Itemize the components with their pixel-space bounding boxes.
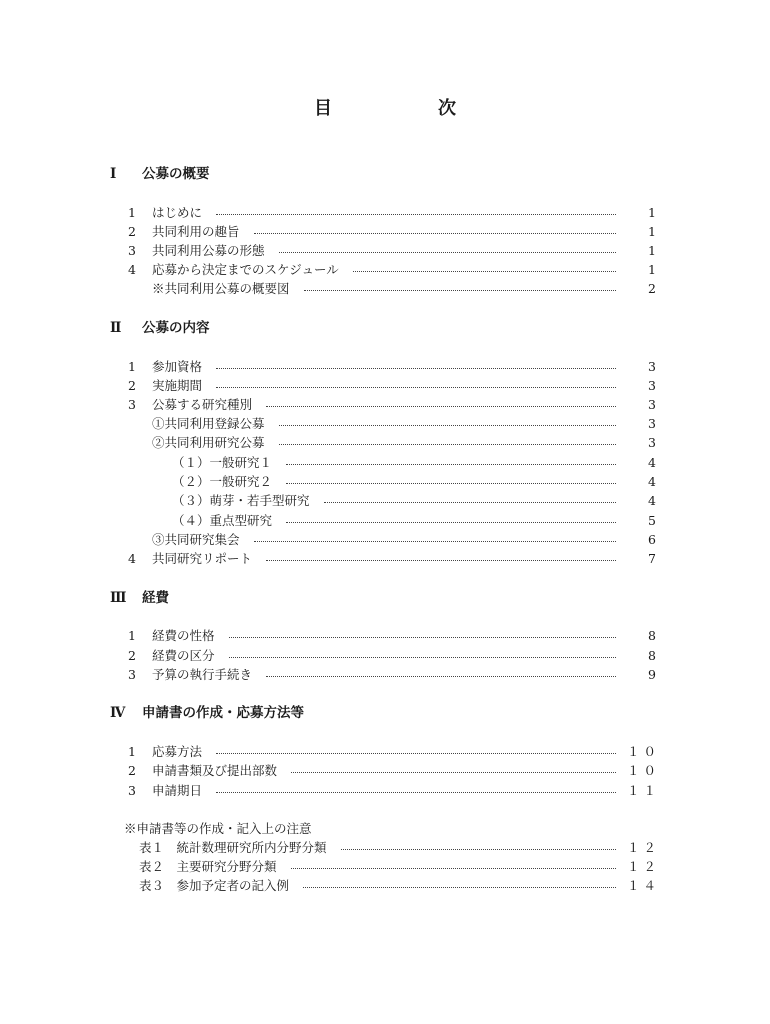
toc-page-number: １０ <box>626 744 660 759</box>
dot-leader <box>254 233 616 234</box>
toc-entry <box>152 530 616 549</box>
toc-entry <box>139 838 616 857</box>
section-heading-3 <box>110 588 169 608</box>
section-number: Ⅲ <box>110 590 127 606</box>
toc-index: 1 <box>128 744 136 759</box>
toc-index: 1 <box>128 205 136 220</box>
toc-row[interactable] <box>0 626 770 645</box>
dot-leader <box>266 406 616 407</box>
toc-row[interactable] <box>0 742 770 761</box>
page-title: 目 次 <box>314 98 500 119</box>
dot-leader <box>279 444 616 445</box>
dot-leader <box>216 753 616 754</box>
dot-leader <box>341 849 616 850</box>
toc-label: 表１ 統計数理研究所内分野分類 <box>139 840 327 855</box>
toc-page-number: 4 <box>648 455 660 470</box>
toc-row[interactable] <box>0 491 770 510</box>
toc-index: 2 <box>128 378 136 393</box>
toc-entry <box>152 761 616 780</box>
toc-entry <box>152 376 616 395</box>
toc-page-number: 3 <box>648 359 660 374</box>
toc-label: （４）重点型研究 <box>172 513 273 528</box>
toc-page-number: 3 <box>648 397 660 412</box>
toc-index: 2 <box>128 648 136 663</box>
toc-label: 表２ 主要研究分野分類 <box>139 859 277 874</box>
toc-entry <box>172 491 616 510</box>
toc-label: ※共同利用公募の概要図 <box>152 281 290 296</box>
toc-entry <box>172 453 616 472</box>
toc-label: ③共同研究集会 <box>152 532 240 547</box>
section-number: Ⅳ <box>110 705 126 721</box>
toc-page-number: 9 <box>648 667 660 682</box>
section-title: 公募の概要 <box>142 166 210 182</box>
toc-entry <box>152 646 616 665</box>
toc-row[interactable] <box>0 395 770 414</box>
section-title: 公募の内容 <box>142 320 210 336</box>
section-title: 申請書の作成・応募方法等 <box>142 705 304 721</box>
toc-row[interactable] <box>0 376 770 395</box>
toc-label: 表３ 参加予定者の記入例 <box>139 878 290 893</box>
toc-row[interactable] <box>0 876 770 895</box>
section-number: Ⅰ <box>110 166 117 182</box>
toc-page-number: 1 <box>648 262 660 277</box>
toc-index: 3 <box>128 397 136 412</box>
dot-leader <box>291 868 616 869</box>
toc-row[interactable] <box>0 761 770 780</box>
toc-index: 3 <box>128 243 136 258</box>
toc-row[interactable] <box>0 472 770 491</box>
toc-entry <box>152 742 616 761</box>
toc-entry <box>152 549 616 568</box>
toc-label: 共同利用の趣旨 <box>152 224 240 239</box>
dot-leader <box>266 676 616 677</box>
toc-row[interactable] <box>0 203 770 222</box>
toc-index: 2 <box>128 763 136 778</box>
dot-leader <box>216 214 616 215</box>
dot-leader <box>324 502 616 503</box>
toc-row[interactable] <box>0 511 770 530</box>
dot-leader <box>304 290 616 291</box>
dot-leader <box>229 657 616 658</box>
toc-page-number: 5 <box>648 513 660 528</box>
toc-index: 1 <box>128 359 136 374</box>
section-heading-1 <box>110 164 210 184</box>
toc-label: ①共同利用登録公募 <box>152 416 265 431</box>
toc-page-number: 6 <box>648 532 660 547</box>
toc-label: 申請書類及び提出部数 <box>152 763 278 778</box>
toc-page-number: 8 <box>648 628 660 643</box>
toc-label: 予算の執行手続き <box>152 667 253 682</box>
dot-leader <box>216 792 616 793</box>
dot-leader <box>286 522 616 523</box>
dot-leader <box>266 560 616 561</box>
toc-row[interactable] <box>0 838 770 857</box>
toc-label: 応募方法 <box>152 744 203 759</box>
toc-row[interactable] <box>0 222 770 241</box>
notes-heading: ※申請書等の作成・記入上の注意 <box>124 821 312 836</box>
dot-leader <box>303 887 616 888</box>
toc-row[interactable] <box>0 260 770 279</box>
toc-row[interactable] <box>0 241 770 260</box>
toc-page-number: 3 <box>648 435 660 450</box>
toc-label: 共同研究リポート <box>152 551 253 566</box>
toc-entry <box>152 222 616 241</box>
toc-index: 3 <box>128 783 136 798</box>
toc-row[interactable] <box>0 433 770 452</box>
dot-leader <box>353 271 616 272</box>
section-title: 経費 <box>142 590 169 606</box>
toc-row[interactable] <box>0 279 770 298</box>
toc-label: 応募から決定までのスケジュール <box>152 262 339 277</box>
dot-leader <box>279 252 616 253</box>
toc-row[interactable] <box>0 453 770 472</box>
toc-label: 申請期日 <box>152 783 203 798</box>
toc-entry <box>152 665 616 684</box>
dot-leader <box>279 425 616 426</box>
toc-index: 3 <box>128 667 136 682</box>
toc-label: （１）一般研究１ <box>172 455 273 470</box>
toc-row[interactable] <box>0 781 770 800</box>
toc-entry <box>139 857 616 876</box>
dot-leader <box>286 483 616 484</box>
toc-entry <box>152 203 616 222</box>
toc-label: 経費の区分 <box>152 648 215 663</box>
toc-label: 共同利用公募の形態 <box>152 243 265 258</box>
toc-page-number: 1 <box>648 224 660 239</box>
toc-page-number: 7 <box>648 551 660 566</box>
toc-entry <box>152 357 616 376</box>
toc-page-number: 3 <box>648 378 660 393</box>
toc-label: （２）一般研究２ <box>172 474 273 489</box>
toc-entry <box>152 626 616 645</box>
toc-row[interactable] <box>0 530 770 549</box>
section-heading-4 <box>110 703 304 723</box>
toc-label: 公募する研究種別 <box>152 397 253 412</box>
toc-page-number: 3 <box>648 416 660 431</box>
toc-label: （３）萌芽・若手型研究 <box>172 493 310 508</box>
toc-entry <box>152 414 616 433</box>
toc-page-number: １１ <box>626 783 660 798</box>
section-heading-2 <box>110 318 210 338</box>
toc-entry <box>152 241 616 260</box>
dot-leader <box>286 464 616 465</box>
dot-leader <box>291 772 616 773</box>
toc-row[interactable] <box>0 357 770 376</box>
toc-index: 4 <box>128 262 136 277</box>
toc-label: はじめに <box>152 205 203 220</box>
toc-page-number: 8 <box>648 648 660 663</box>
toc-page-number: １２ <box>626 840 660 855</box>
toc-entry <box>152 781 616 800</box>
toc-entry <box>152 433 616 452</box>
toc-entry <box>152 395 616 414</box>
toc-row[interactable] <box>0 414 770 433</box>
toc-row[interactable] <box>0 665 770 684</box>
toc-entry <box>172 472 616 491</box>
toc-page-number: 1 <box>648 205 660 220</box>
toc-entry <box>172 511 616 530</box>
toc-label: ②共同利用研究公募 <box>152 435 265 450</box>
toc-row[interactable] <box>0 549 770 568</box>
toc-row[interactable] <box>0 857 770 876</box>
dot-leader <box>216 387 616 388</box>
toc-page-number: 4 <box>648 493 660 508</box>
toc-index: 4 <box>128 551 136 566</box>
toc-index: 2 <box>128 224 136 239</box>
toc-page-number: 2 <box>648 281 660 296</box>
toc-entry <box>152 279 616 298</box>
toc-entry <box>139 876 616 895</box>
toc-page-number: １２ <box>626 859 660 874</box>
toc-page-number: 4 <box>648 474 660 489</box>
toc-page-number: １４ <box>626 878 660 893</box>
toc-label: 経費の性格 <box>152 628 215 643</box>
toc-label: 実施期間 <box>152 378 203 393</box>
dot-leader <box>216 368 616 369</box>
dot-leader <box>254 541 616 542</box>
dot-leader <box>229 637 616 638</box>
toc-page-number: 1 <box>648 243 660 258</box>
toc-label: 参加資格 <box>152 359 203 374</box>
toc-entry <box>152 260 616 279</box>
toc-row[interactable] <box>0 646 770 665</box>
toc-index: 1 <box>128 628 136 643</box>
section-number: Ⅱ <box>110 320 122 336</box>
toc-page-number: １０ <box>626 763 660 778</box>
